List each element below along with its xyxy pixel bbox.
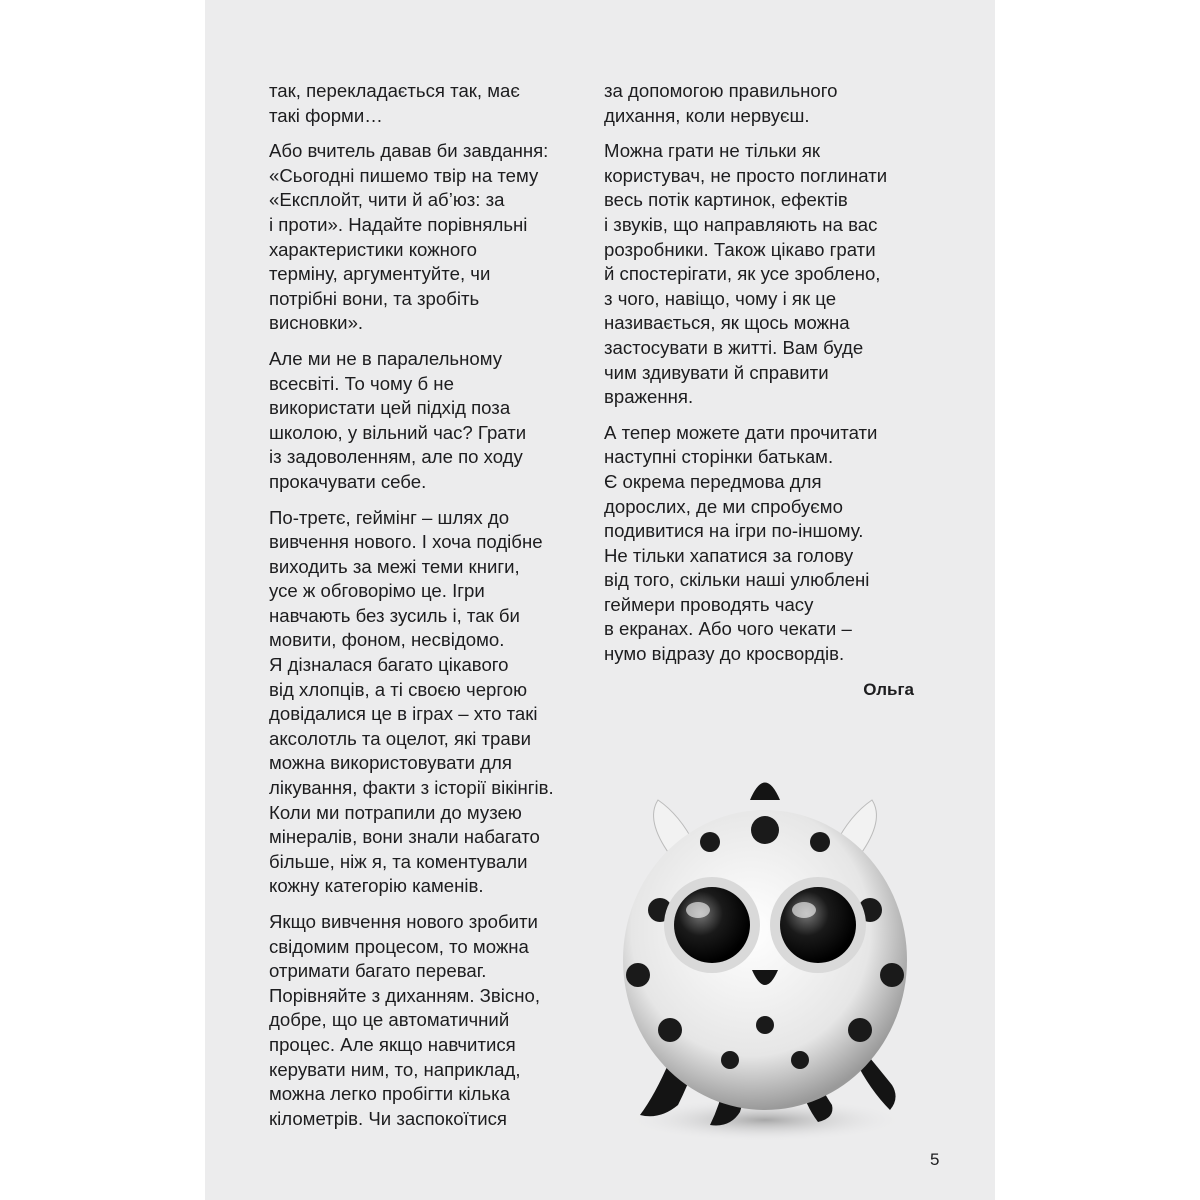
paragraph: По-третє, геймінг – шлях до вивчення нового. І хоча подібне виходить за межі теми книги, усе ж обговорімо це. Ігри навчають без зусиль і, так би мовити, фоном, несвідомо. Я дізналася багато цікавого від хлопців, а ті своєю чергою довідалися це в іграх – хто такі аксолотль та оцелот, які трави можна використовувати для лікування, факти з історії вікінгів. Коли ми потрапили до музею мінералів, вони знали набагато більше, ніж я, та коментували кожну категорію каменів. bbox=[269, 506, 554, 897]
page-number: 5 bbox=[930, 1150, 940, 1169]
right-column bbox=[604, 79, 934, 702]
paragraph: за допомогою правильного дихання, коли нервуєш. bbox=[604, 80, 838, 126]
paragraph: Можна грати не тільки як користувач, не просто поглинати весь потік картинок, ефектів і звуків, що направляють на вас розробники. Також цікаво грати й спостерігати, як усе зроблено, з чого, навіщо, чому і як це називається, як щось можна застосувати в житті. Вам буде чим здивувати й справити враження. bbox=[604, 140, 888, 408]
book-page bbox=[205, 0, 995, 1200]
paragraph: Або вчитель давав би завдання: «Сьогодні пишемо твір на тему «Експлойт, чити й аб’юз: за і проти». Надайте порівняльні характеристики кожного терміну, аргументуйте, чи потрібні вони, та зробіть висновки». bbox=[269, 140, 549, 334]
creature-figurine-illustration bbox=[600, 760, 930, 1140]
paragraph: А тепер можете дати прочитати наступні сторінки батькам. Є окрема передмова для дорослих, де ми спробуємо подивитися на ігри по-іншому. Не тільки хапатися за голову від того, скільки наші улюблені геймери проводять часу в екранах. Або чого чекати – нумо відразу до кросвордів. bbox=[604, 421, 878, 665]
paragraph: так, перекладається так, має такі форми… bbox=[269, 80, 520, 126]
author-signature: Ольга bbox=[863, 679, 914, 699]
paragraph: Але ми не в паралельному всесвіті. То чому б не використати цей підхід поза школою, у вільний час? Грати із задоволенням, але по ходу прокачувати себе. bbox=[269, 347, 527, 492]
paragraph: Якщо вивчення нового зробити свідомим процесом, то можна отримати багато переваг. Порівняйте з диханням. Звісно, добре, що це автоматичний процес. Але якщо навчитися керувати ним, то, наприклад, можна легко пробігти кілька кілометрів. Чи заспокоїтися bbox=[269, 911, 540, 1129]
left-column bbox=[269, 79, 599, 1142]
